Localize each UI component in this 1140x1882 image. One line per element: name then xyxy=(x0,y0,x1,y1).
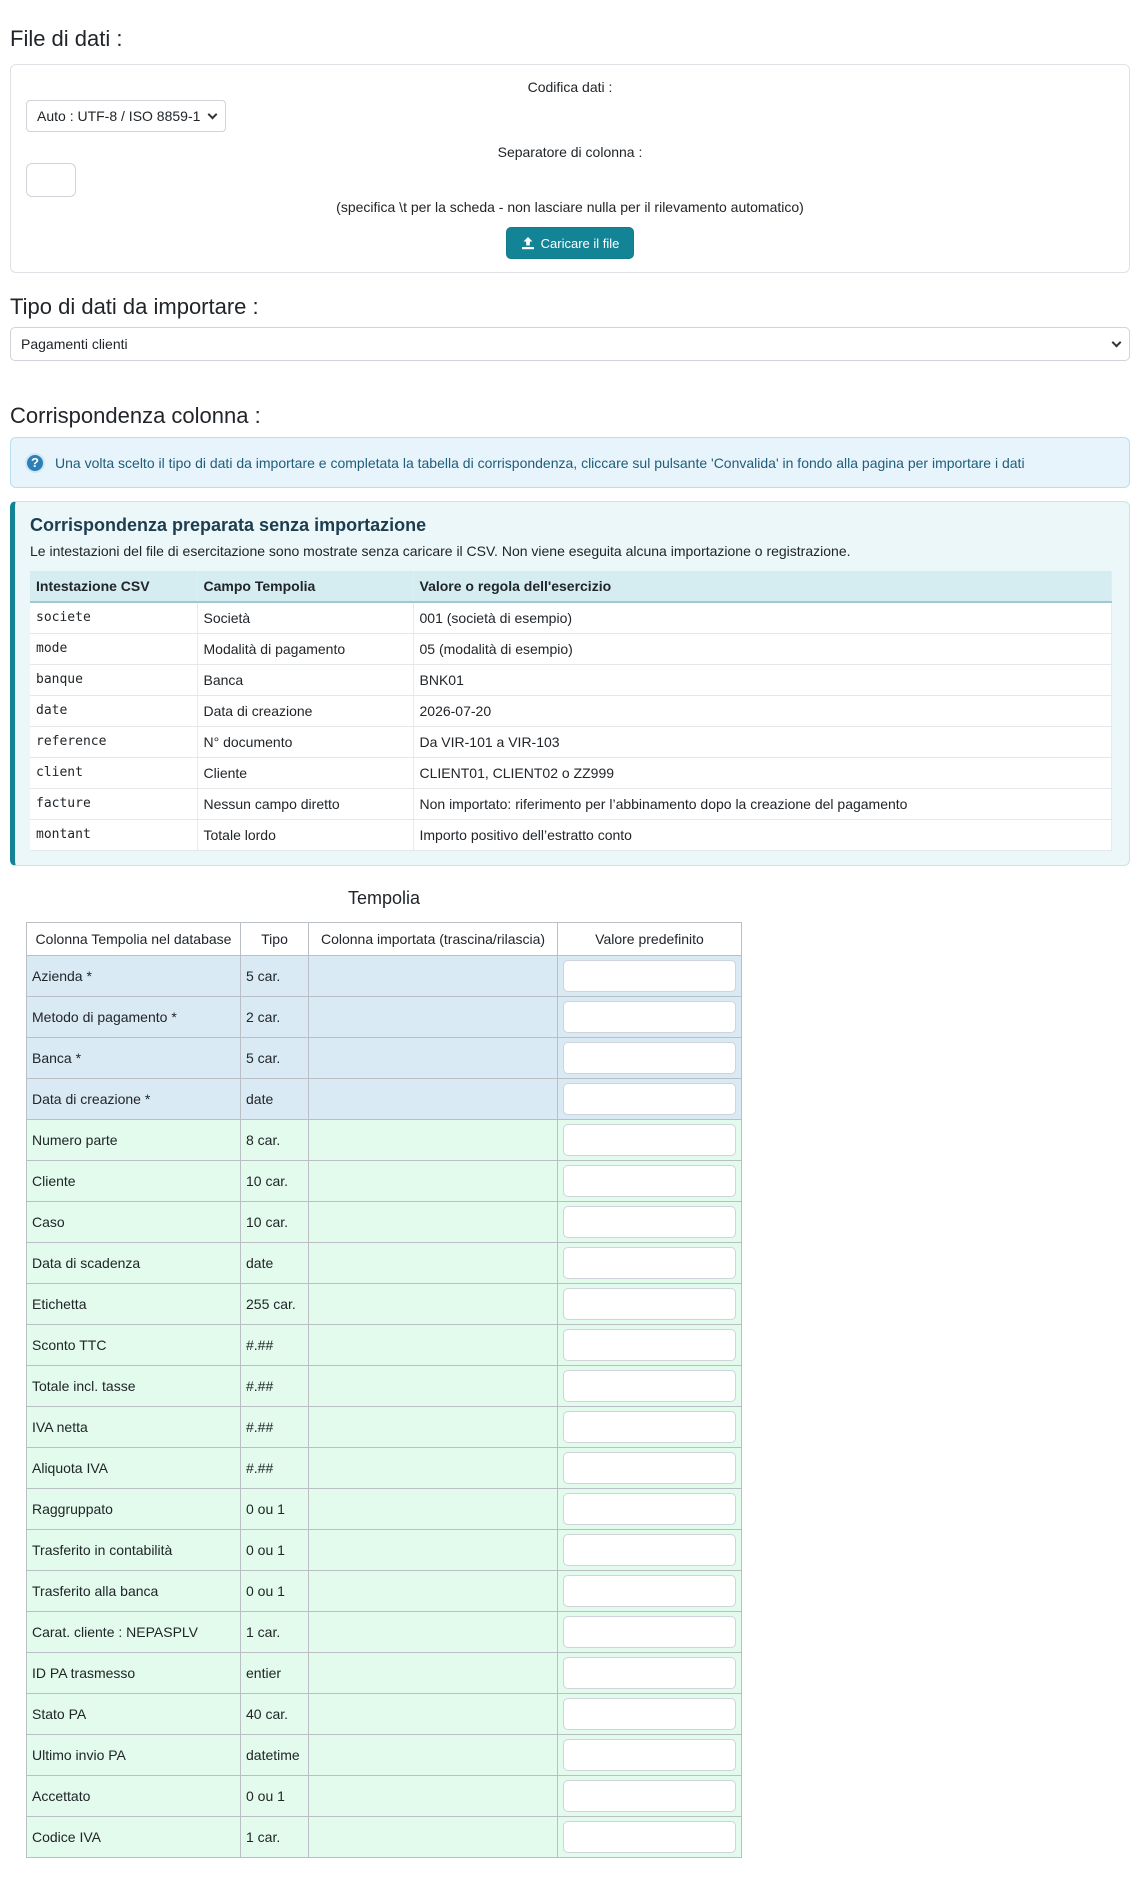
column-header: Valore o regola dell'esercizio xyxy=(413,571,1112,602)
info-alert xyxy=(10,437,1130,488)
field-name-cell: Codice IVA xyxy=(27,1817,241,1858)
prepared-mapping-description: Le intestazioni del file di esercitazione sono mostrate senza caricare il CSV. Non viene eseguita alcuna importazione o registrazione. xyxy=(30,543,851,559)
encoding-label: Codifica dati : xyxy=(527,79,613,95)
field-name-cell: Caso xyxy=(27,1202,241,1243)
table-row xyxy=(27,1407,742,1448)
field-type-cell: 40 car. xyxy=(241,1694,309,1735)
drop-target-cell[interactable] xyxy=(309,1612,558,1653)
data-type-select-value: Pagamenti clienti xyxy=(21,336,128,352)
default-value-cell xyxy=(558,1161,742,1202)
default-value-input[interactable] xyxy=(563,1124,736,1156)
csv-header-cell: client xyxy=(30,757,197,788)
chevron-down-icon xyxy=(208,110,218,120)
separator-label: Separatore di colonna : xyxy=(497,144,643,160)
table-row xyxy=(30,664,1112,695)
table-row xyxy=(27,1448,742,1489)
default-value-input[interactable] xyxy=(563,1370,736,1402)
info-alert-text: Una volta scelto il tipo di dati da importare e completata la tabella di corrispondenza, cliccare sul pulsante 'Convalida' in fondo alla pagina per importare i dati xyxy=(55,454,1025,471)
drop-target-cell[interactable] xyxy=(309,997,558,1038)
default-value-cell xyxy=(558,1776,742,1817)
drop-target-cell[interactable] xyxy=(309,1735,558,1776)
field-name-cell: Azienda * xyxy=(27,956,241,997)
column-header: Colonna importata (trascina/rilascia) xyxy=(309,923,558,956)
default-value-cell xyxy=(558,1366,742,1407)
default-value-cell xyxy=(558,1612,742,1653)
tempolia-field-cell: Banca xyxy=(197,664,413,695)
field-type-cell: 5 car. xyxy=(241,956,309,997)
default-value-input[interactable] xyxy=(563,1329,736,1361)
question-icon: ? xyxy=(25,453,45,473)
file-section-title: File di dati : xyxy=(10,26,123,51)
table-row xyxy=(30,788,1112,819)
field-name-cell: Trasferito in contabilità xyxy=(27,1530,241,1571)
table-row xyxy=(27,1776,742,1817)
field-name-cell: Data di creazione * xyxy=(27,1079,241,1120)
rule-cell: 2026-07-20 xyxy=(413,695,1112,726)
default-value-cell xyxy=(558,1571,742,1612)
table-row xyxy=(27,1120,742,1161)
field-type-cell: datetime xyxy=(241,1735,309,1776)
encoding-select-value: Auto : UTF-8 / ISO 8859-1 xyxy=(37,108,201,124)
default-value-cell xyxy=(558,1489,742,1530)
drop-target-cell[interactable] xyxy=(309,1489,558,1530)
chevron-down-icon xyxy=(1112,338,1122,348)
table-row xyxy=(30,633,1112,664)
table-row xyxy=(27,1653,742,1694)
field-name-cell: Totale incl. tasse xyxy=(27,1366,241,1407)
separator-input[interactable] xyxy=(26,163,76,197)
drop-target-cell[interactable] xyxy=(309,1366,558,1407)
field-type-cell: 255 car. xyxy=(241,1284,309,1325)
default-value-input[interactable] xyxy=(563,1575,736,1607)
field-type-cell: #.## xyxy=(241,1407,309,1448)
field-type-cell: entier xyxy=(241,1653,309,1694)
default-value-cell xyxy=(558,1038,742,1079)
default-value-input[interactable] xyxy=(563,1821,736,1853)
fields-table-caption: Tempolia xyxy=(347,888,421,908)
column-header: Tipo xyxy=(241,923,309,956)
drop-target-cell[interactable] xyxy=(309,1407,558,1448)
default-value-input[interactable] xyxy=(563,1083,736,1115)
drop-target-cell[interactable] xyxy=(309,1325,558,1366)
field-type-cell: 10 car. xyxy=(241,1161,309,1202)
type-section-title: Tipo di dati da importare : xyxy=(10,294,259,319)
tempolia-field-cell: Data di creazione xyxy=(197,695,413,726)
default-value-cell xyxy=(558,1448,742,1489)
drop-target-cell[interactable] xyxy=(309,1653,558,1694)
csv-header-cell: facture xyxy=(30,788,197,819)
default-value-input[interactable] xyxy=(563,1493,736,1525)
default-value-cell xyxy=(558,997,742,1038)
field-name-cell: Aliquota IVA xyxy=(27,1448,241,1489)
tempolia-field-cell: Nessun campo diretto xyxy=(197,788,413,819)
default-value-input[interactable] xyxy=(563,1739,736,1771)
upload-file-button[interactable] xyxy=(506,227,634,259)
file-card xyxy=(10,64,1130,273)
column-header: Campo Tempolia xyxy=(197,571,413,602)
tempolia-field-cell: N° documento xyxy=(197,726,413,757)
field-name-cell: IVA netta xyxy=(27,1407,241,1448)
drop-target-cell[interactable] xyxy=(309,1571,558,1612)
field-type-cell: 0 ou 1 xyxy=(241,1530,309,1571)
tempolia-field-cell: Società xyxy=(197,602,413,633)
mapping-table xyxy=(30,571,1112,851)
field-type-cell: #.## xyxy=(241,1366,309,1407)
drop-target-cell[interactable] xyxy=(309,1530,558,1571)
field-name-cell: Banca * xyxy=(27,1038,241,1079)
table-row xyxy=(27,1243,742,1284)
table-header-row xyxy=(27,923,742,956)
field-name-cell: Metodo di pagamento * xyxy=(27,997,241,1038)
default-value-cell xyxy=(558,1079,742,1120)
field-name-cell: Raggruppato xyxy=(27,1489,241,1530)
column-header: Intestazione CSV xyxy=(30,571,197,602)
field-type-cell: date xyxy=(241,1243,309,1284)
fields-table xyxy=(26,922,742,1858)
table-row xyxy=(30,726,1112,757)
separator-hint: (specifica \t per la scheda - non lasciare nulla per il rilevamento automatico) xyxy=(336,199,804,215)
default-value-cell xyxy=(558,1243,742,1284)
default-value-input[interactable] xyxy=(563,1001,736,1033)
rule-cell: Da VIR-101 a VIR-103 xyxy=(413,726,1112,757)
tempolia-field-cell: Cliente xyxy=(197,757,413,788)
field-name-cell: Trasferito alla banca xyxy=(27,1571,241,1612)
field-type-cell: 0 ou 1 xyxy=(241,1571,309,1612)
default-value-cell xyxy=(558,1202,742,1243)
default-value-input[interactable] xyxy=(563,1780,736,1812)
field-type-cell: 8 car. xyxy=(241,1120,309,1161)
rule-cell: BNK01 xyxy=(413,664,1112,695)
column-header: Colonna Tempolia nel database xyxy=(27,923,241,956)
drop-target-cell[interactable] xyxy=(309,1776,558,1817)
table-row xyxy=(27,1612,742,1653)
table-row xyxy=(27,1735,742,1776)
encoding-select[interactable] xyxy=(26,100,226,132)
mapping-section-title: Corrispondenza colonna : xyxy=(10,403,261,428)
default-value-input[interactable] xyxy=(563,1534,736,1566)
field-type-cell: #.## xyxy=(241,1325,309,1366)
drop-target-cell[interactable] xyxy=(309,1694,558,1735)
table-row xyxy=(30,602,1112,633)
table-row xyxy=(30,757,1112,788)
field-type-cell: 1 car. xyxy=(241,1612,309,1653)
default-value-input[interactable] xyxy=(563,1042,736,1074)
table-row xyxy=(27,1694,742,1735)
field-type-cell: 2 car. xyxy=(241,997,309,1038)
field-name-cell: Stato PA xyxy=(27,1694,241,1735)
csv-header-cell: reference xyxy=(30,726,197,757)
field-name-cell: Ultimo invio PA xyxy=(27,1735,241,1776)
csv-header-cell: societe xyxy=(30,602,197,633)
rule-cell: CLIENT01, CLIENT02 o ZZ999 xyxy=(413,757,1112,788)
field-name-cell: Sconto TTC xyxy=(27,1325,241,1366)
default-value-cell xyxy=(558,1530,742,1571)
tempolia-field-cell: Modalità di pagamento xyxy=(197,633,413,664)
table-row xyxy=(27,997,742,1038)
default-value-input[interactable] xyxy=(563,1616,736,1648)
default-value-cell xyxy=(558,1407,742,1448)
field-name-cell: Numero parte xyxy=(27,1120,241,1161)
drop-target-cell[interactable] xyxy=(309,1161,558,1202)
rule-cell: Importo positivo dell’estratto conto xyxy=(413,819,1112,850)
csv-header-cell: mode xyxy=(30,633,197,664)
table-row xyxy=(27,956,742,997)
default-value-input[interactable] xyxy=(563,1657,736,1689)
field-type-cell: 10 car. xyxy=(241,1202,309,1243)
table-row xyxy=(30,819,1112,850)
default-value-cell xyxy=(558,956,742,997)
table-header-row xyxy=(30,571,1112,602)
rule-cell: 05 (modalità di esempio) xyxy=(413,633,1112,664)
drop-target-cell[interactable] xyxy=(309,956,558,997)
drop-target-cell[interactable] xyxy=(309,1284,558,1325)
default-value-input[interactable] xyxy=(563,1698,736,1730)
field-type-cell: 0 ou 1 xyxy=(241,1489,309,1530)
field-name-cell: Accettato xyxy=(27,1776,241,1817)
default-value-input[interactable] xyxy=(563,1247,736,1279)
table-row xyxy=(27,1489,742,1530)
field-type-cell: 5 car. xyxy=(241,1038,309,1079)
table-row xyxy=(30,695,1112,726)
table-row xyxy=(27,1079,742,1120)
field-name-cell: Cliente xyxy=(27,1161,241,1202)
default-value-input[interactable] xyxy=(563,1165,736,1197)
field-type-cell: 0 ou 1 xyxy=(241,1776,309,1817)
table-row xyxy=(27,1038,742,1079)
drop-target-cell[interactable] xyxy=(309,1202,558,1243)
field-name-cell: Carat. cliente : NEPASPLV xyxy=(27,1612,241,1653)
table-row xyxy=(27,1284,742,1325)
default-value-cell xyxy=(558,1653,742,1694)
default-value-cell xyxy=(558,1325,742,1366)
default-value-cell xyxy=(558,1694,742,1735)
table-row xyxy=(27,1161,742,1202)
default-value-cell xyxy=(558,1817,742,1858)
prepared-mapping-panel xyxy=(10,501,1130,866)
default-value-cell xyxy=(558,1120,742,1161)
drop-target-cell[interactable] xyxy=(309,1448,558,1489)
column-header: Valore predefinito xyxy=(558,923,742,956)
table-row xyxy=(27,1202,742,1243)
default-value-cell xyxy=(558,1735,742,1776)
drop-target-cell[interactable] xyxy=(309,1817,558,1858)
upload-file-button-label: Caricare il file xyxy=(540,235,620,251)
default-value-input[interactable] xyxy=(563,1206,736,1238)
field-type-cell: 1 car. xyxy=(241,1817,309,1858)
prepared-mapping-title: Corrispondenza preparata senza importazione xyxy=(30,515,427,535)
tempolia-field-cell: Totale lordo xyxy=(197,819,413,850)
csv-header-cell: banque xyxy=(30,664,197,695)
field-type-cell: date xyxy=(241,1079,309,1120)
table-row xyxy=(27,1817,742,1858)
rule-cell: 001 (società di esempio) xyxy=(413,602,1112,633)
field-name-cell: ID PA trasmesso xyxy=(27,1653,241,1694)
table-row xyxy=(27,1366,742,1407)
rule-cell: Non importato: riferimento per l’abbinamento dopo la creazione del pagamento xyxy=(413,788,1112,819)
drop-target-cell[interactable] xyxy=(309,1243,558,1284)
field-name-cell: Etichetta xyxy=(27,1284,241,1325)
default-value-input[interactable] xyxy=(563,1288,736,1320)
csv-header-cell: date xyxy=(30,695,197,726)
table-row xyxy=(27,1530,742,1571)
table-row xyxy=(27,1571,742,1612)
drop-target-cell[interactable] xyxy=(309,1120,558,1161)
drop-target-cell[interactable] xyxy=(309,1079,558,1120)
default-value-cell xyxy=(558,1284,742,1325)
drop-target-cell[interactable] xyxy=(309,1038,558,1079)
default-value-input[interactable] xyxy=(563,960,736,992)
csv-header-cell: montant xyxy=(30,819,197,850)
upload-icon xyxy=(521,236,535,250)
field-type-cell: #.## xyxy=(241,1448,309,1489)
table-row xyxy=(27,1325,742,1366)
data-type-select[interactable] xyxy=(10,327,1130,361)
field-name-cell: Data di scadenza xyxy=(27,1243,241,1284)
default-value-input[interactable] xyxy=(563,1411,736,1443)
default-value-input[interactable] xyxy=(563,1452,736,1484)
